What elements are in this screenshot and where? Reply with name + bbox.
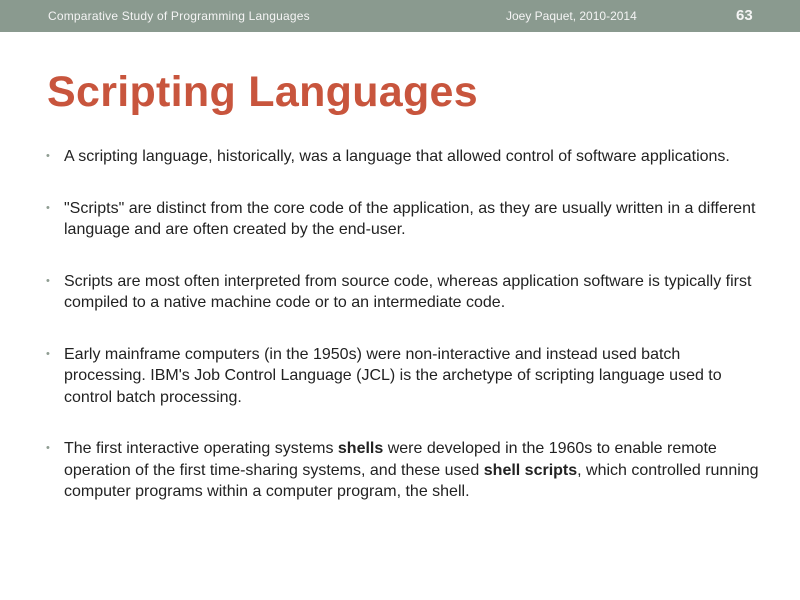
- bullet-text-segment: The first interactive operating systems: [64, 440, 338, 457]
- bullet-text: [64, 148, 730, 165]
- bullet-dot-icon: •: [46, 274, 50, 287]
- bullet-text-segment: were developed in the 1960s to enable remote operation of the first time-sharing systems, and these used: [64, 440, 717, 479]
- bold-term: shell scripts: [483, 461, 578, 479]
- bullet-item: [46, 198, 761, 241]
- bullet-item: [46, 271, 761, 314]
- bullet-item: [46, 344, 761, 409]
- bullet-dot-icon: •: [46, 201, 50, 214]
- bullet-dot-icon: •: [46, 442, 50, 454]
- course-title: Comparative Study of Programming Languages: [48, 9, 310, 23]
- bullet-dot-icon: •: [46, 150, 50, 162]
- bullet-text: [64, 200, 755, 239]
- page-number: 63: [736, 7, 753, 24]
- bullet-item: [46, 146, 761, 168]
- bullet-text-segment: "Scripts" are distinct from the core code of the application, as they are usually written in a different language and are often created by the end-user.: [64, 199, 756, 238]
- bullet-text: [64, 273, 751, 312]
- slide-header-bar: [0, 0, 800, 32]
- bullet-text: [64, 440, 759, 500]
- bullet-item: [46, 438, 761, 503]
- bold-term: shells: [337, 440, 384, 457]
- author-date: Joey Paquet, 2010-2014: [506, 9, 637, 23]
- bullet-text-segment: Early mainframe computers (in the 1950s) were non-interactive and instead used batch processing. IBM's Job Control Language (JCL) is the archetype of scripting language used to control batch processing.: [64, 345, 722, 406]
- bullet-text-segment: Scripts are most often interpreted from source code, whereas application software is typically first compiled to a native machine code or to an intermediate code.: [64, 272, 752, 311]
- bullet-text-segment: , which controlled running computer programs within a computer program, the shell.: [64, 461, 759, 500]
- bullet-text-segment: A scripting language, historically, was a language that allowed control of software applications.: [64, 148, 730, 165]
- bullet-list: [46, 146, 761, 533]
- bullet-dot-icon: •: [46, 347, 50, 360]
- slide-title: Scripting Languages: [47, 68, 478, 116]
- bullet-text: [64, 346, 722, 406]
